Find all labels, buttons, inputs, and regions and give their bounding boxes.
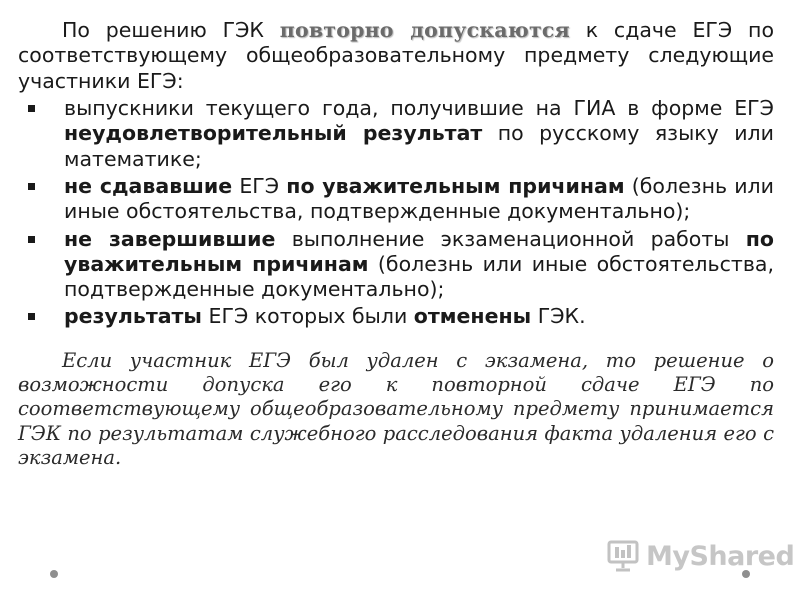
slide-decor-dot-left [50,570,58,578]
list-item-bold-text: результаты [64,304,202,329]
intro-paragraph [18,18,774,94]
list-item-bold-text: не завершившие [64,226,276,251]
intro-highlight: повторно допускаются [279,18,570,42]
list-item-bold-text: по уважительным причинам [286,173,625,198]
square-bullet-icon [28,183,35,190]
list-item [18,174,774,225]
list-item-text: выполнение экзаменационной работы [275,226,746,251]
bullet-list [18,96,774,330]
list-item-bold-text: неудовлетворительный результат [64,121,483,146]
note-text: Если участник ЕГЭ был удален с экзамена, то решение о возможности допуска его к повторной сдаче ЕГЭ по соответствующему общеобразовательному предмету принимается ГЭК по результатам служебного расследования факта удаления его с экзамена. [18,348,774,469]
logo-text: MyShared [646,540,795,572]
list-item-text: ЕГЭ которых были [201,304,414,329]
square-bullet-icon [28,313,35,320]
note-paragraph [18,349,774,470]
slide-content [18,18,774,490]
list-item-text: ГЭК. [531,304,586,329]
square-bullet-icon [28,236,35,243]
list-item-bold-text: отменены [413,304,532,329]
list-item [18,304,774,329]
presentation-board-icon [606,539,640,573]
list-item-text: ЕГЭ [232,173,287,198]
list-item [18,96,774,172]
intro-text-before: По решению ГЭК [62,18,280,42]
list-item-bold-text: по уважительным причинам [64,226,774,276]
watermark-logo [606,536,794,576]
square-bullet-icon [28,105,35,112]
list-item-text: по русскому языку или математике; [64,121,774,171]
intro-text-after: к сдаче ЕГЭ по соответствующему общеобразовательному предмету следующие участники ЕГЭ: [18,18,774,93]
list-item-text: (болезнь или иные обстоятельства, подтвержденные документально); [64,173,774,224]
list-item-text: выпускники текущего года, получившие на ГИА в форме ЕГЭ [64,95,774,120]
list-item-text: (болезнь или иные обстоятельства, подтвержденные документально); [64,251,774,302]
list-item-bold-text: не сдававшие [64,173,233,198]
list-item [18,227,774,303]
